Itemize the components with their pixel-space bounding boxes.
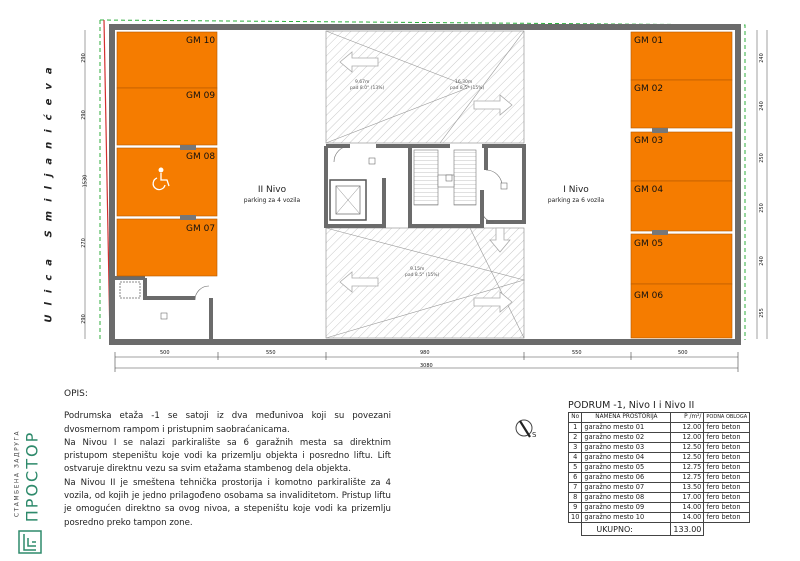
staircase <box>414 150 438 205</box>
table-cell: 3 <box>569 443 582 453</box>
table-cell: 14.00 <box>671 513 704 523</box>
dim-right-label: 250 <box>758 203 765 213</box>
dim-right-label: 240 <box>758 256 765 266</box>
table-cell: 8 <box>569 493 582 503</box>
table-row <box>569 443 750 453</box>
dim-right-label: 240 <box>758 101 765 111</box>
table-row <box>569 493 750 503</box>
area-table-grid <box>568 412 750 536</box>
level-1-label <box>536 185 616 204</box>
table-cell: 1 <box>569 423 582 433</box>
table-cell: garažno mesto 06 <box>582 473 671 483</box>
table-cell: garažno mesto 04 <box>582 453 671 463</box>
svg-text:pad 8.5° (15%): pad 8.5° (15%) <box>405 273 440 278</box>
dim-label: 500 <box>160 350 170 356</box>
compass-label: S <box>532 431 537 439</box>
description <box>64 388 391 558</box>
svg-text:9.15m: 9.15m <box>410 267 425 272</box>
level-2-subtitle: parking za 4 vozila <box>243 197 301 204</box>
table-cell: garažno mesto 08 <box>582 493 671 503</box>
table-cell: garažno mesto 10 <box>582 513 671 523</box>
level-2-title: II Nivo <box>257 185 287 195</box>
table-cell: fero beton <box>704 453 750 463</box>
gm09-label: GM 09 <box>186 91 216 101</box>
table-cell <box>569 523 582 536</box>
table-cell: 12.00 <box>671 433 704 443</box>
brand-logo-icon <box>18 530 42 554</box>
table-cell: fero beton <box>704 463 750 473</box>
gm03-label: GM 03 <box>634 136 664 146</box>
dim-right-label: 255 <box>758 308 765 318</box>
table-cell: 12.75 <box>671 473 704 483</box>
table-cell: fero beton <box>704 443 750 453</box>
table-cell: fero beton <box>704 433 750 443</box>
table-cell: 10 <box>569 513 582 523</box>
table-cell: garažno mesto 09 <box>582 503 671 513</box>
dim-right-label: 240 <box>758 53 765 63</box>
level-1-subtitle: parking za 6 vozila <box>547 197 605 204</box>
gm05-label: GM 05 <box>634 239 664 249</box>
brand-org: СТАМБЕНА ЗАДРУГА <box>13 429 21 518</box>
gm01-label: GM 01 <box>634 36 664 46</box>
brand-name: ПРОСТОР <box>22 430 42 523</box>
dim-label: 550 <box>572 350 582 356</box>
gm07-label: GM 07 <box>186 224 216 234</box>
table-row <box>569 513 750 523</box>
table-row <box>569 463 750 473</box>
description-heading: OPIS: <box>64 389 88 399</box>
level-2-label <box>232 185 312 204</box>
table-cell: fero beton <box>704 423 750 433</box>
table-header: NAMENA PROSTORIJA <box>582 413 671 423</box>
table-cell: 14.00 <box>671 503 704 513</box>
table-title: PODRUM -1, Nivo I i Nivo II <box>568 400 695 411</box>
svg-text:16.30m: 16.30m <box>455 80 473 85</box>
table-header: P /m²/ <box>671 413 704 423</box>
table-total-value: 133.00 <box>671 523 704 536</box>
compass <box>512 415 542 445</box>
table-row <box>569 453 750 463</box>
svg-text:pad 8.0° (13%): pad 8.0° (13%) <box>350 86 385 91</box>
dim-left-label: 290 <box>80 53 87 63</box>
dim-label: 550 <box>266 350 276 356</box>
table-cell: 13.50 <box>671 483 704 493</box>
table-cell: garažno mesto 03 <box>582 443 671 453</box>
dim-right-label: 250 <box>758 153 765 163</box>
dim-left-label: 1530 <box>82 174 89 188</box>
gm10-label: GM 10 <box>186 36 216 46</box>
dim-label: 500 <box>678 350 688 356</box>
gm06-label: GM 06 <box>634 291 664 301</box>
table-cell: 6 <box>569 473 582 483</box>
table-cell: garažno mesto 02 <box>582 433 671 443</box>
table-cell: fero beton <box>704 513 750 523</box>
table-cell: 12.50 <box>671 443 704 453</box>
svg-text:9.67m: 9.67m <box>355 80 370 85</box>
table-cell: fero beton <box>704 483 750 493</box>
level-1-title: I Nivo <box>563 185 589 195</box>
gm02-label: GM 02 <box>634 84 664 94</box>
table-cell: 4 <box>569 453 582 463</box>
description-paragraph: Podrumska etaža -1 se satoji iz dva međunivoa koji su povezani dvosmernom rampom i pristupnim saobraćanicama. <box>64 411 391 435</box>
table-row <box>569 433 750 443</box>
table-cell: 5 <box>569 463 582 473</box>
table-cell: 2 <box>569 433 582 443</box>
svg-text:pad 8.5° (15%): pad 8.5° (15%) <box>450 86 485 91</box>
table-cell: garažno mesto 05 <box>582 463 671 473</box>
shaft <box>120 282 140 298</box>
table-row <box>569 423 750 433</box>
table-cell: 17.00 <box>671 493 704 503</box>
dim-left-label: 290 <box>80 110 87 120</box>
table-row <box>569 473 750 483</box>
table-cell: 12.75 <box>671 463 704 473</box>
table-cell: fero beton <box>704 473 750 483</box>
table-header: PODNA OBLOGA <box>704 413 750 423</box>
table-cell <box>704 523 750 536</box>
dim-left-label: 290 <box>80 314 87 324</box>
table-row <box>569 503 750 513</box>
table-header: No <box>569 413 582 423</box>
dim-left-label: 270 <box>80 238 87 248</box>
table-cell: 9 <box>569 503 582 513</box>
table-row <box>569 483 750 493</box>
table-cell: 12.50 <box>671 453 704 463</box>
description-paragraph: Na Nivou II je smeštena tehnička prostorija i komotno parkiralište za 4 vozila, od kojih je jedno prilagođeno osobama sa invaliditetom. Pristup liftu je omogućen direktno sa ovog nivoa, a stepeništu koje vodi ka prizemlju posredno preko tampon zone. <box>64 477 391 528</box>
dim-total-label: 3080 <box>420 363 433 369</box>
table-cell: 12.00 <box>671 423 704 433</box>
table-cell: garažno mesto 07 <box>582 483 671 493</box>
gm08-label: GM 08 <box>186 152 216 162</box>
table-total-row <box>569 523 750 536</box>
table-total-label: UKUPNO: <box>582 523 671 536</box>
brand-block <box>0 385 60 561</box>
table-header-row <box>569 413 750 423</box>
table-cell: fero beton <box>704 493 750 503</box>
dim-label: 980 <box>420 350 430 356</box>
table-cell: 7 <box>569 483 582 493</box>
table-cell: fero beton <box>704 503 750 513</box>
table-cell: garažno mesto 01 <box>582 423 671 433</box>
gm04-label: GM 04 <box>634 185 664 195</box>
street-label <box>36 60 62 330</box>
description-paragraph: Na Nivou I se nalazi parkiralište sa 6 garažnih mesta sa direktnim pristupom stepeništu koje vodi ka prizemlju objekta i posredno liftu. Lift ostvaruje direktnu vezu sa svim etažama stambenog dela objekta. <box>64 437 391 475</box>
area-table <box>568 400 798 536</box>
compass-icon <box>512 415 542 445</box>
street-name: Ulica Smiljanićeva <box>43 58 55 323</box>
